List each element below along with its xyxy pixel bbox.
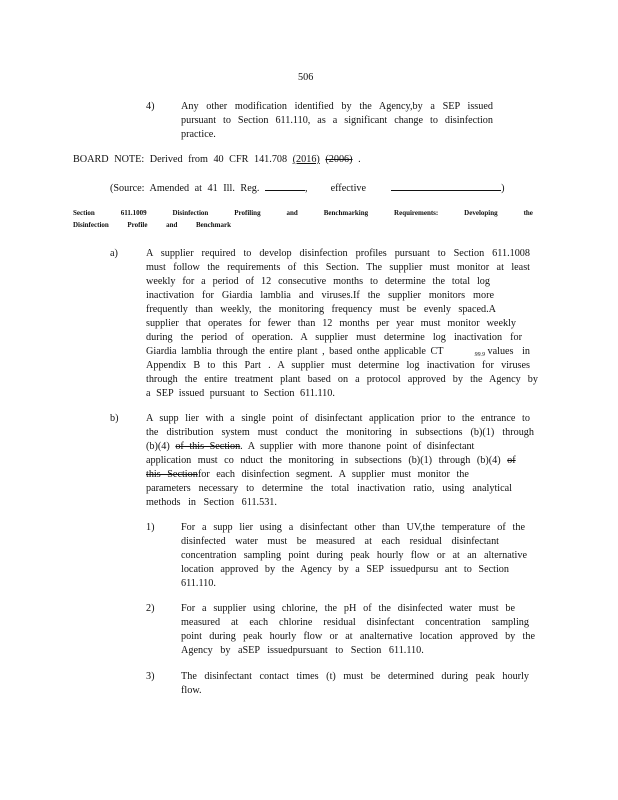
para-b-line: the distribution system must conduct the monitoring in subsections (b)(1) through [146, 427, 534, 438]
sub-3-line: The disinfectant contact times (t) must be determined during peak hourly [181, 671, 529, 682]
source-close: ) [501, 183, 505, 194]
sub-2-line: measured at each chlorine residual disinfectant concentration sampling [181, 617, 529, 628]
section-heading-line-2 [73, 220, 231, 230]
para-a-line: must follow the requirements of this Section. The supplier must monitor at least [146, 262, 530, 273]
sub-1-line: 611.110. [181, 578, 216, 589]
section-heading-word: Profiling [234, 209, 261, 217]
para-b-line: methods in Section 611.531. [146, 497, 277, 508]
para-b-text: . A supplier with more thanone point of disinfectant [240, 441, 475, 452]
item-4-number: 4) [146, 101, 155, 112]
section-heading-word: Disinfection [172, 209, 209, 217]
section-heading-word: the [523, 209, 533, 217]
sub-3-line: flow. [181, 685, 202, 696]
para-a-line: inactivation for Giardia lamblia and viruses.If the supplier monitors more [146, 290, 494, 301]
source-amended: Amended at 41 Ill. Reg. [149, 183, 260, 194]
sub-2-line: point during peak hourly flow or at analternative location approved by the [181, 631, 535, 642]
source-register-blank [265, 181, 305, 191]
sub-1-line: concentration sampling point during peak hourly flow or at an alternative [181, 550, 527, 561]
para-b-line-4 [146, 455, 516, 467]
sub-1-line: For a supp lier using a disinfectant other than UV,the temperature of the [181, 522, 525, 533]
section-heading-word: Disinfection [73, 221, 109, 229]
item-4-line-1: Any other modification identified by the Agency,by a SEP issued [181, 101, 493, 112]
para-a-line: during the period of operation. A supplier must determine log inactivation for [146, 332, 522, 343]
para-b-struck-text: of this Section [175, 441, 241, 452]
section-heading-word: Section [73, 209, 95, 217]
section-heading-word: 611.1009 [120, 209, 147, 217]
section-heading-word: and [166, 221, 178, 229]
para-b-line: parameters necessary to determine the total inactivation ratio, using analytical [146, 483, 512, 494]
para-b-line: A supp lier with a single point of disinfectant application prior to the entrance to [146, 413, 530, 424]
section-heading-word: Profile [127, 221, 148, 229]
para-a-line: supplier that operates for fewer than 12 months per year must monitor weekly [146, 318, 516, 329]
para-a-line: weekly for a period of 12 consecutive months to determine the total log [146, 276, 490, 287]
source-effective-blank [391, 181, 501, 191]
section-heading-word: and [286, 209, 298, 217]
para-a-ct-line [146, 346, 530, 361]
para-a-line: Appendix B to this Part . A supplier must determine log inactivation for viruses [146, 360, 530, 371]
para-a-ct-after: values in [487, 346, 530, 357]
board-note-prefix: BOARD NOTE: Derived from 40 CFR 141.708 [73, 154, 288, 165]
para-b-text: (b)(4) [146, 441, 170, 452]
sub-1-line: location approved by the Agency by a SEP issuedpursu ant to Section [181, 564, 509, 575]
para-b-text: application must co nduct the monitoring in subsections (b)(1) through (b)(4) [146, 455, 501, 466]
item-4-line-2: pursuant to Section 611.110, as a significant change to disinfection [181, 115, 493, 126]
para-b-line-5 [146, 469, 469, 481]
para-a-line: a SEP issued pursuant to Section 611.110. [146, 388, 335, 399]
sub-1-line: disinfected water must be measured at each residual disinfectant [181, 536, 499, 547]
source-open: (Source: [110, 183, 145, 194]
para-a-ct-before: Giardia lamblia through the entire plant , based onthe applicable CT [146, 346, 444, 357]
source-line [110, 181, 505, 195]
item-4-line-3: practice. [181, 129, 216, 140]
board-note-suffix: . [358, 154, 361, 165]
para-b-struck-text: of [507, 455, 516, 466]
section-heading-line-1 [73, 208, 533, 218]
section-heading-word: Benchmark [196, 221, 231, 229]
sub-2-number: 2) [146, 603, 155, 614]
source-effective: effective [330, 183, 367, 194]
para-a-line: frequently than weekly, the monitoring frequency must be evenly spaced.A [146, 304, 496, 315]
para-b-line-3 [146, 441, 474, 453]
section-heading-word: Developing [464, 209, 498, 217]
page-number: 506 [298, 72, 314, 83]
source-comma: , [304, 183, 308, 194]
para-b-text: for each disinfection segment. A supplier must monitor the [197, 469, 469, 480]
board-note [73, 154, 361, 166]
sub-2-line: Agency by aSEP issuedpursuant to Section 611.110. [181, 645, 424, 656]
sub-1-number: 1) [146, 522, 155, 533]
ct-subscript: 99.9 [474, 352, 485, 358]
para-b-struck-text: this Section [146, 469, 198, 480]
sub-3-number: 3) [146, 671, 155, 682]
para-a-label: a) [110, 248, 118, 259]
board-note-year-inserted: (2016) [292, 154, 320, 165]
board-note-year-struck: (2006) [325, 154, 353, 165]
sub-2-line: For a supplier using chlorine, the pH of the disinfected water must be [181, 603, 515, 614]
section-heading-word: Benchmarking [323, 209, 369, 217]
para-a-line: through the entire treatment plant based on a protocol approved by the Agency by [146, 374, 538, 385]
section-heading-word: Requirements: [394, 209, 439, 217]
para-a-line: A supplier required to develop disinfection profiles pursuant to Section 611.1008 [146, 248, 530, 259]
para-b-label: b) [110, 413, 119, 424]
